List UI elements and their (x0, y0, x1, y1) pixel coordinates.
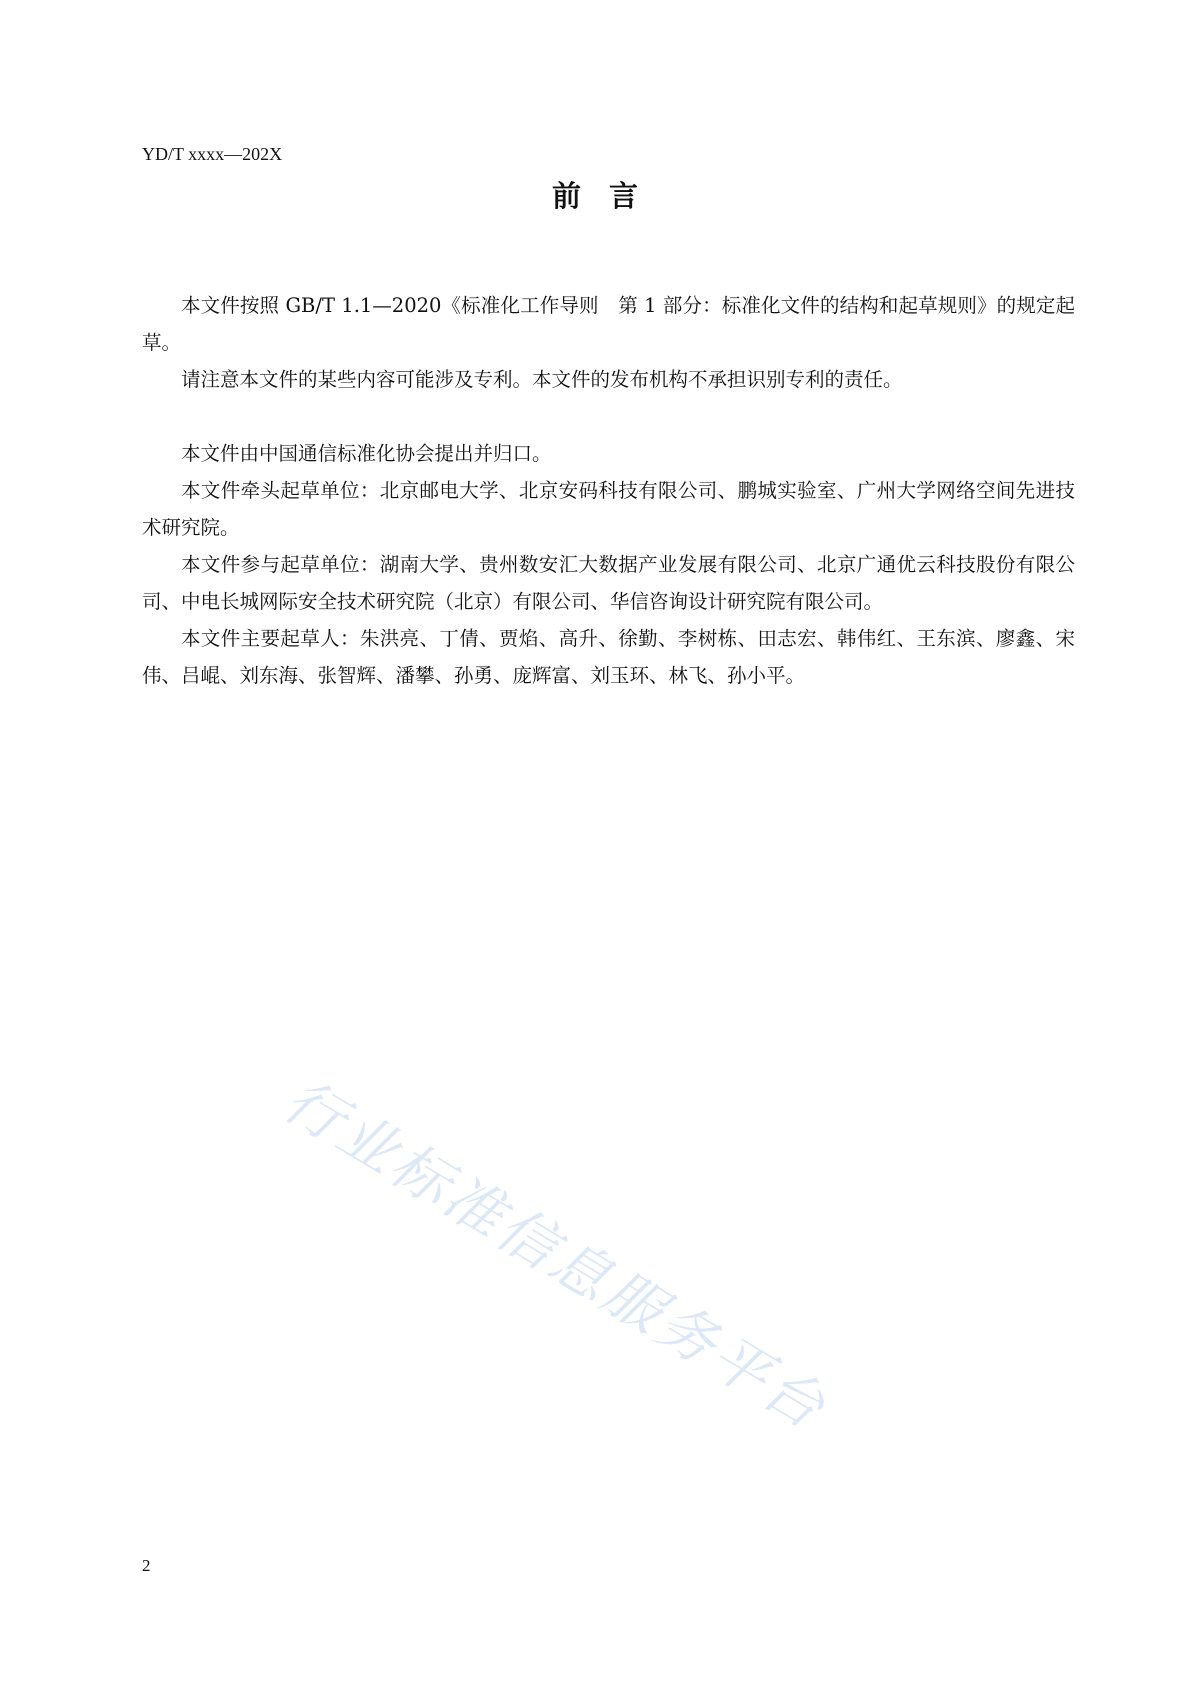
document-code: YD/T xxxx—202X (142, 144, 283, 164)
document-body (142, 287, 1075, 694)
paragraph-spacer (142, 398, 1075, 435)
paragraph-drafting-rules: 本文件按照 GB/T 1.1—2020《标准化工作导则 第 1 部分：标准化文件的结构和起草规则》的规定起草。 (142, 294, 1075, 354)
paragraph-participating-units: 本文件参与起草单位：湖南大学、贵州数安汇大数据产业发展有限公司、北京广通优云科技股份有限公司、中电长城网际安全技术研究院（北京）有限公司、华信咨询设计研究院有限公司。 (142, 553, 1075, 613)
paragraph-patent-notice: 请注意本文件的某些内容可能涉及专利。本文件的发布机构不承担识别专利的责任。 (181, 368, 903, 391)
watermark: 行业标准信息服务平台 (272, 1065, 839, 1444)
page-number: 2 (142, 1556, 151, 1575)
page-title: 前言 (551, 179, 666, 213)
paragraph-proposer: 本文件由中国通信标准化协会提出并归口。 (181, 442, 552, 465)
paragraph-main-drafters: 本文件主要起草人：朱洪亮、丁倩、贾焰、高升、徐勤、李树栋、田志宏、韩伟红、王东滨、廖鑫、宋伟、吕崐、刘东海、张智辉、潘攀、孙勇、庞辉富、刘玉环、林飞、孙小平。 (142, 627, 1075, 687)
paragraph-lead-drafting-units: 本文件牵头起草单位：北京邮电大学、北京安码科技有限公司、鹏城实验室、广州大学网络空间先进技术研究院。 (142, 479, 1075, 539)
